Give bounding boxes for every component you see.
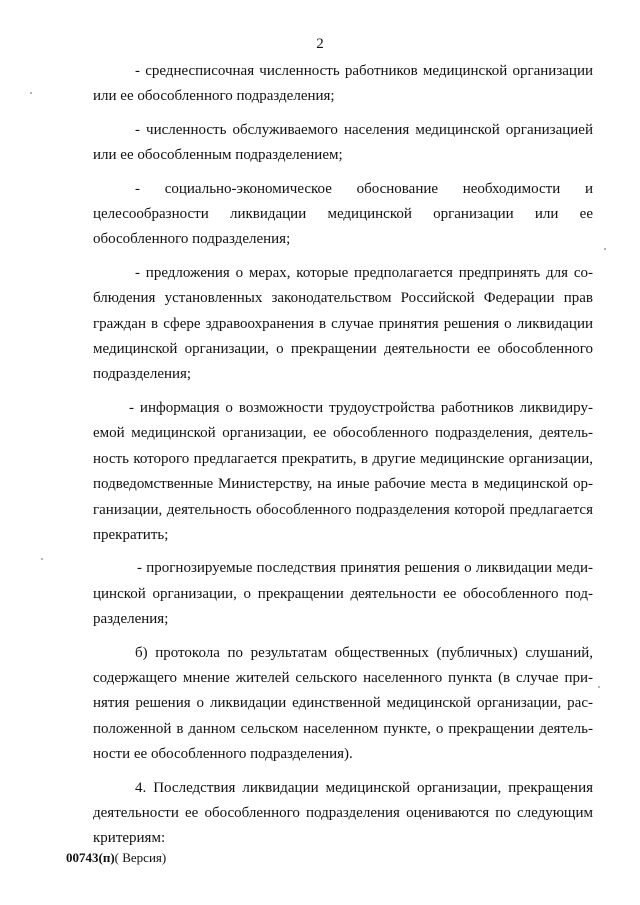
list-item-socioeconomic-justification: - социально-экономическое обоснование необходимости и целесообразности ликвидации медицинской организации или ее обособленного подразделения;	[93, 180, 593, 248]
document-version: ( Версия)	[114, 850, 167, 865]
document-footer	[66, 850, 166, 866]
document-code: 00743(п)	[66, 850, 115, 865]
page-number: 2	[316, 36, 324, 52]
list-item-forecast-consequences: - прогнозируемые последствия принятия решения о ликвидации медицинской организации, о прекращении деятельности ее обособленного подразделения;	[93, 560, 593, 628]
scan-speck	[598, 686, 600, 688]
subclause-b-protocol: б) протокола по результатам общественных (публичных) слушаний, содержащего мнение жителей сельского населенного пункта (в случае принятия решения о ликвидации единственной медицинской организации, расположенной в данном сельском населенном пункте, о прекращении деятельности ее обособленного подразделения).	[93, 644, 593, 763]
scan-speck	[41, 558, 43, 560]
scan-speck	[604, 248, 606, 250]
clause-4-criteria: 4. Последствия ликвидации медицинской организации, прекращения деятельности ее обособленного подразделения оцениваются по следующим критериям:	[93, 779, 593, 847]
scan-speck	[30, 92, 32, 94]
document-body	[93, 59, 593, 852]
list-item-rights-measures: - предложения о мерах, которые предполагается предпринять для соблюдения установленных законодательством Российской Федерации прав граждан в сфере здравоохранения в случае принятия решения о ликвидации медицинской организации, о прекращении деятельности ее обособленного подразделения;	[93, 264, 593, 383]
list-item-employment-info: - информация о возможности трудоустройства работников ликвидируемой медицинской организации, ее обособленного подразделения, деятельность которого предлагается прекратить, в другие медицинские организации, подведомственные Министерству, на иные рабочие места в медицинской организации, деятельность обособленного подразделения которой предлагается прекратить;	[93, 399, 593, 543]
list-item-served-population: - численность обслуживаемого населения медицинской организацией или ее обособленным подразделением;	[93, 121, 593, 164]
list-item-average-headcount: - среднесписочная численность работников медицинской организации или ее обособленного подразделения;	[93, 63, 593, 105]
